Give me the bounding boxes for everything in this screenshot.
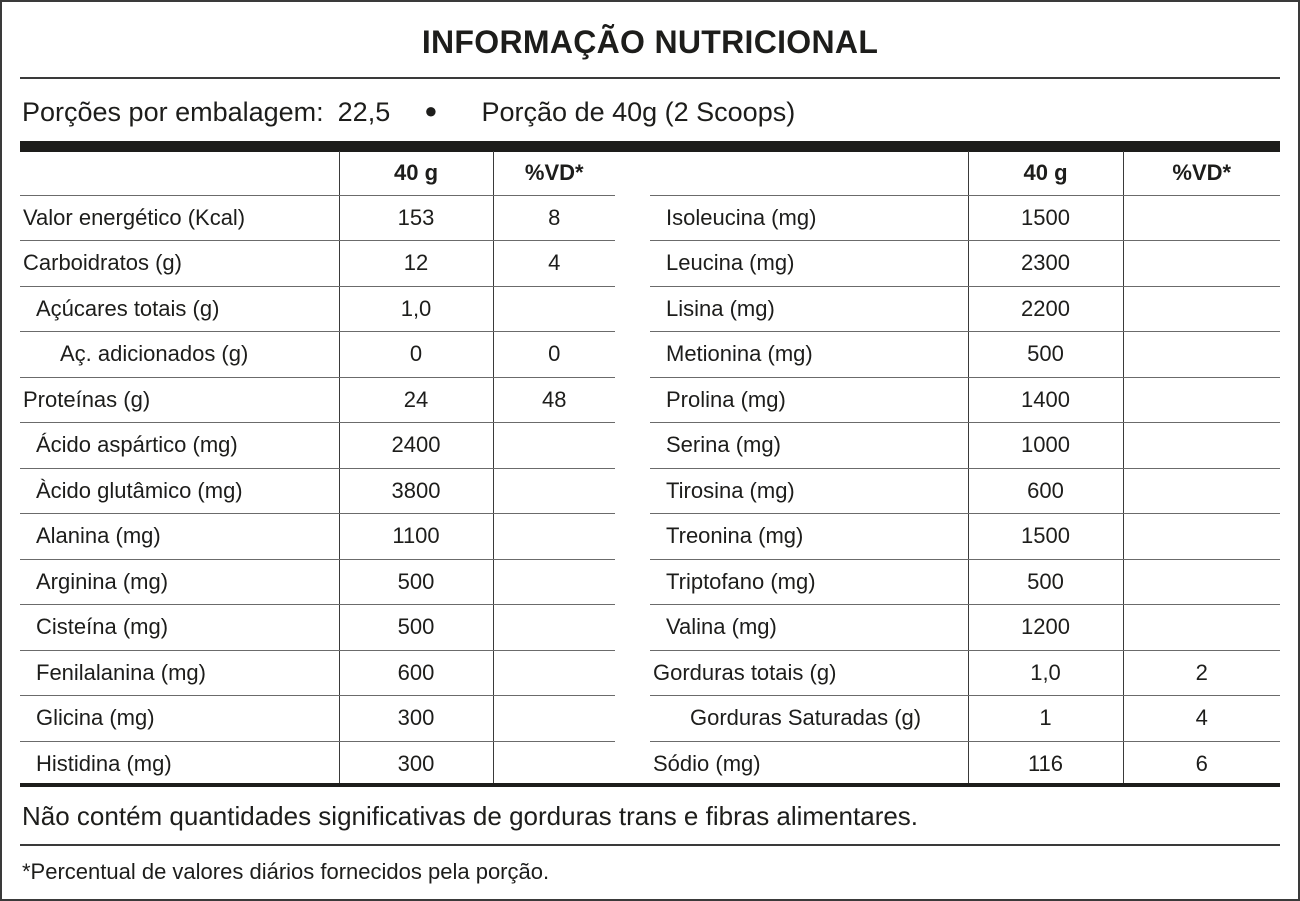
table-bottom-divider [20,783,1280,787]
nutrient-name: Triptofano (mg) [650,559,968,605]
nutrient-daily-value [1123,332,1280,378]
table-row [650,377,1280,423]
nutrient-daily-value: 4 [1123,696,1280,742]
nutrient-amount: 116 [968,741,1123,787]
table-row [20,696,615,742]
table-row [650,741,1280,787]
nutrient-name: Histidina (mg) [36,751,172,776]
nutrient-amount: 153 [339,195,493,241]
table-row [650,195,1280,241]
nutrient-daily-value [493,559,615,605]
nutrition-table-left [20,151,615,787]
table-row [20,514,615,560]
nutrient-daily-value [493,286,615,332]
nutrient-name: Leucina (mg) [650,241,968,287]
table-row [20,605,615,651]
dv-footnote: *Percentual de valores diários fornecidos pela porção. [22,859,550,884]
nutrient-daily-value [1123,605,1280,651]
table-row [650,605,1280,651]
nutrient-name: Àcido glutâmico (mg) [20,468,339,514]
nutrient-amount: 1500 [968,195,1123,241]
nutrient-amount: 1,0 [968,650,1123,696]
nutrient-daily-value [493,468,615,514]
nutrient-daily-value [1123,559,1280,605]
nutrient-daily-value: 48 [493,377,615,423]
nutrient-name: Valor energético (Kcal) [20,195,339,241]
nutrient-amount: 300 [339,741,493,787]
table-row [20,377,615,423]
nutrient-name: Carboidratos (g) [20,241,339,287]
nutrient-name: Serina (mg) [650,423,968,469]
nutrient-name: Alanina (mg) [20,514,339,560]
nutrient-amount: 1200 [968,605,1123,651]
nutrient-daily-value [1123,241,1280,287]
nutrient-amount: 600 [339,650,493,696]
nutrient-daily-value: 4 [493,241,615,287]
table-row [650,696,1280,742]
nutrient-daily-value [493,741,615,787]
nutrient-amount: 300 [339,696,493,742]
nutrient-amount: 1 [968,696,1123,742]
label-header [650,151,968,195]
title-divider [20,77,1280,79]
serving-info [22,97,795,128]
nutrient-amount: 24 [339,377,493,423]
nutrient-name: Gorduras totais (g) [650,650,968,696]
table-row [20,286,615,332]
nutrient-name: Arginina (mg) [20,559,339,605]
table-row [650,423,1280,469]
label-header [20,151,339,195]
table-row [20,468,615,514]
nutrient-amount: 12 [339,241,493,287]
table-row [650,286,1280,332]
table-row [650,514,1280,560]
nutrient-daily-value [493,514,615,560]
table-row [20,332,615,378]
table-row [20,741,615,787]
nutrient-amount: 500 [339,605,493,651]
table-row [20,423,615,469]
nutrient-amount: 500 [968,332,1123,378]
table-row [20,650,615,696]
nutrient-daily-value [1123,377,1280,423]
nutrient-name: Cisteína (mg) [20,605,339,651]
table-row [650,468,1280,514]
footnote-divider [20,844,1280,846]
bullet-separator: ● [424,98,438,123]
nutrient-amount: 0 [339,332,493,378]
nutrient-amount: 1000 [968,423,1123,469]
nutrient-name: Aç. adicionados (g) [20,332,339,378]
nutrient-daily-value [1123,423,1280,469]
nutrient-name: Açúcares totais (g) [20,286,339,332]
nutrient-daily-value: 0 [493,332,615,378]
nutrient-daily-value [1123,514,1280,560]
nutrient-amount: 500 [339,559,493,605]
nutrient-name: Isoleucina (mg) [650,195,968,241]
nutrient-name: Prolina (mg) [650,377,968,423]
nutrient-amount: 2400 [339,423,493,469]
nutrient-amount: 1100 [339,514,493,560]
nutrient-name: Gorduras Saturadas (g) [650,696,968,742]
table-row [20,241,615,287]
nutrient-daily-value [493,696,615,742]
table-row [650,559,1280,605]
table-row [650,650,1280,696]
nutrient-daily-value [493,423,615,469]
amount-header: 40 g [968,151,1123,195]
nutrient-daily-value [493,605,615,651]
nutrient-amount: 500 [968,559,1123,605]
nutrient-name: Metionina (mg) [650,332,968,378]
nutrient-daily-value: 8 [493,195,615,241]
portions-label: Porções por embalagem: [22,97,324,127]
table-row [650,332,1280,378]
nutrient-name: Proteínas (g) [20,377,339,423]
dv-header: %VD* [1123,151,1280,195]
nutrient-name: Fenilalanina (mg) [20,650,339,696]
nutrient-amount: 1400 [968,377,1123,423]
nutrient-daily-value [1123,286,1280,332]
nutrient-daily-value: 6 [1123,741,1280,787]
nutrient-amount: 1,0 [339,286,493,332]
portions-value: 22,5 [337,97,391,127]
nutrient-name: Glicina (mg) [20,696,339,742]
table-row [20,559,615,605]
dv-header: %VD* [493,151,615,195]
label-title: INFORMAÇÃO NUTRICIONAL [421,24,879,60]
nutrient-amount: 2300 [968,241,1123,287]
nutrient-name: Treonina (mg) [650,514,968,560]
nutrient-name: Ácido aspártico (mg) [20,423,339,469]
table-row [650,241,1280,287]
nutrient-name: Sódio (mg) [653,751,761,776]
nutrient-daily-value: 2 [1123,650,1280,696]
table-header-row [650,151,1280,195]
nutrition-table-right [650,151,1280,787]
nutrient-daily-value [1123,468,1280,514]
table-row [20,195,615,241]
trans-fat-notice: Não contém quantidades significativas de gorduras trans e fibras alimentares. [22,801,919,831]
table-header-row [20,151,615,195]
nutrient-name: Valina (mg) [650,605,968,651]
nutrient-amount: 3800 [339,468,493,514]
nutrient-daily-value [493,650,615,696]
nutrient-amount: 600 [968,468,1123,514]
nutrient-name: Lisina (mg) [650,286,968,332]
nutrient-name: Tirosina (mg) [650,468,968,514]
nutrient-amount: 2200 [968,286,1123,332]
amount-header: 40 g [339,151,493,195]
nutrient-daily-value [1123,195,1280,241]
portion-size: Porção de 40g (2 Scoops) [481,97,796,127]
nutrient-amount: 1500 [968,514,1123,560]
